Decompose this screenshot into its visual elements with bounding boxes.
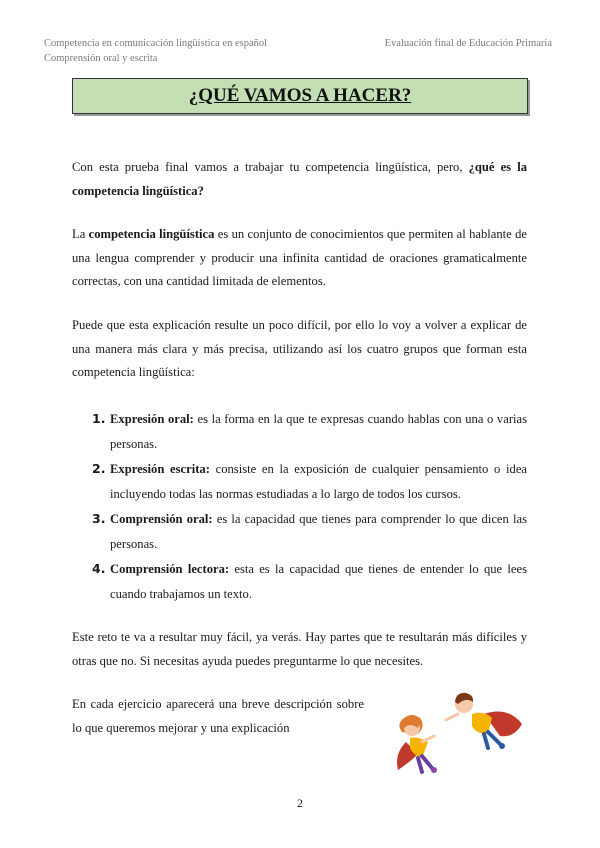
intro-paragraph <box>72 156 527 203</box>
list-text: es la forma en la que te expresas cuando hablas con una o varias personas. <box>110 412 528 451</box>
intro-text: Con esta prueba final vamos a trabajar tu competencia lingüística, pero, <box>72 160 469 174</box>
groups-list <box>72 407 527 607</box>
list-number: 1. <box>92 411 106 426</box>
list-term: Comprensión lectora: <box>110 562 230 576</box>
page-title: ¿QUÉ VAMOS A HACER? <box>188 85 412 106</box>
list-term: Expresión escrita: <box>110 462 210 476</box>
header-topic: Comprensión oral y escrita <box>44 53 158 64</box>
page-header <box>44 36 552 66</box>
list-item <box>72 407 527 456</box>
boy-figure <box>446 693 522 749</box>
list-text: consiste en la exposición de cualquier pensamiento o idea incluyendo todas las normas estudiadas a lo largo de todos los cursos. <box>110 462 528 501</box>
definition-paragraph <box>72 223 527 294</box>
definition-term: competencia lingüística <box>88 227 215 241</box>
list-number: 3. <box>92 511 106 526</box>
list-text: esta es la capacidad que tienes de entender lo que lees cuando trabajamos un texto. <box>110 562 527 601</box>
flying-kids-illustration <box>388 684 528 776</box>
list-item <box>72 507 527 556</box>
girl-figure <box>397 715 437 773</box>
list-number: 2. <box>92 461 106 476</box>
challenge-paragraph: Este reto te va a resultar muy fácil, ya verás. Hay partes que te resultarán más difíciles y otras que no. Si necesitas ayuda puedes preguntarme lo que necesites. <box>72 630 527 668</box>
explanation-paragraph: Puede que esta explicación resulte un poco difícil, por ello lo voy a volver a explicar de una manera más clara y más precisa, utilizando así los cuatro grupos que forman esta competencia lingüística: <box>72 318 527 379</box>
list-term: Expresión oral: <box>110 412 194 426</box>
header-evaluation: Evaluación final de Educación Primaria <box>384 38 552 49</box>
list-number: 4. <box>92 561 106 576</box>
list-text: es la capacidad que tienes para comprender lo que dicen las personas. <box>110 512 527 551</box>
definition-text: es un conjunto de conocimientos que permiten al hablante de una lengua comprender y producir una infinita cantidad de oraciones gramaticalmente correctas, con una cantidad limitada de elementos. <box>72 227 527 288</box>
page-number: 2 <box>297 796 303 810</box>
title-box <box>72 78 528 114</box>
intro-question: ¿qué es la competencia lingüística? <box>72 160 527 198</box>
closing-paragraph: En cada ejercicio aparecerá una breve descripción sobre lo que queremos mejorar y una explicación <box>72 697 364 735</box>
definition-prefix: La <box>72 227 89 241</box>
list-item <box>72 557 527 606</box>
list-term: Comprensión oral: <box>110 512 213 526</box>
list-item <box>72 457 527 506</box>
header-subject: Competencia en comunicación lingüística en español <box>44 38 268 49</box>
